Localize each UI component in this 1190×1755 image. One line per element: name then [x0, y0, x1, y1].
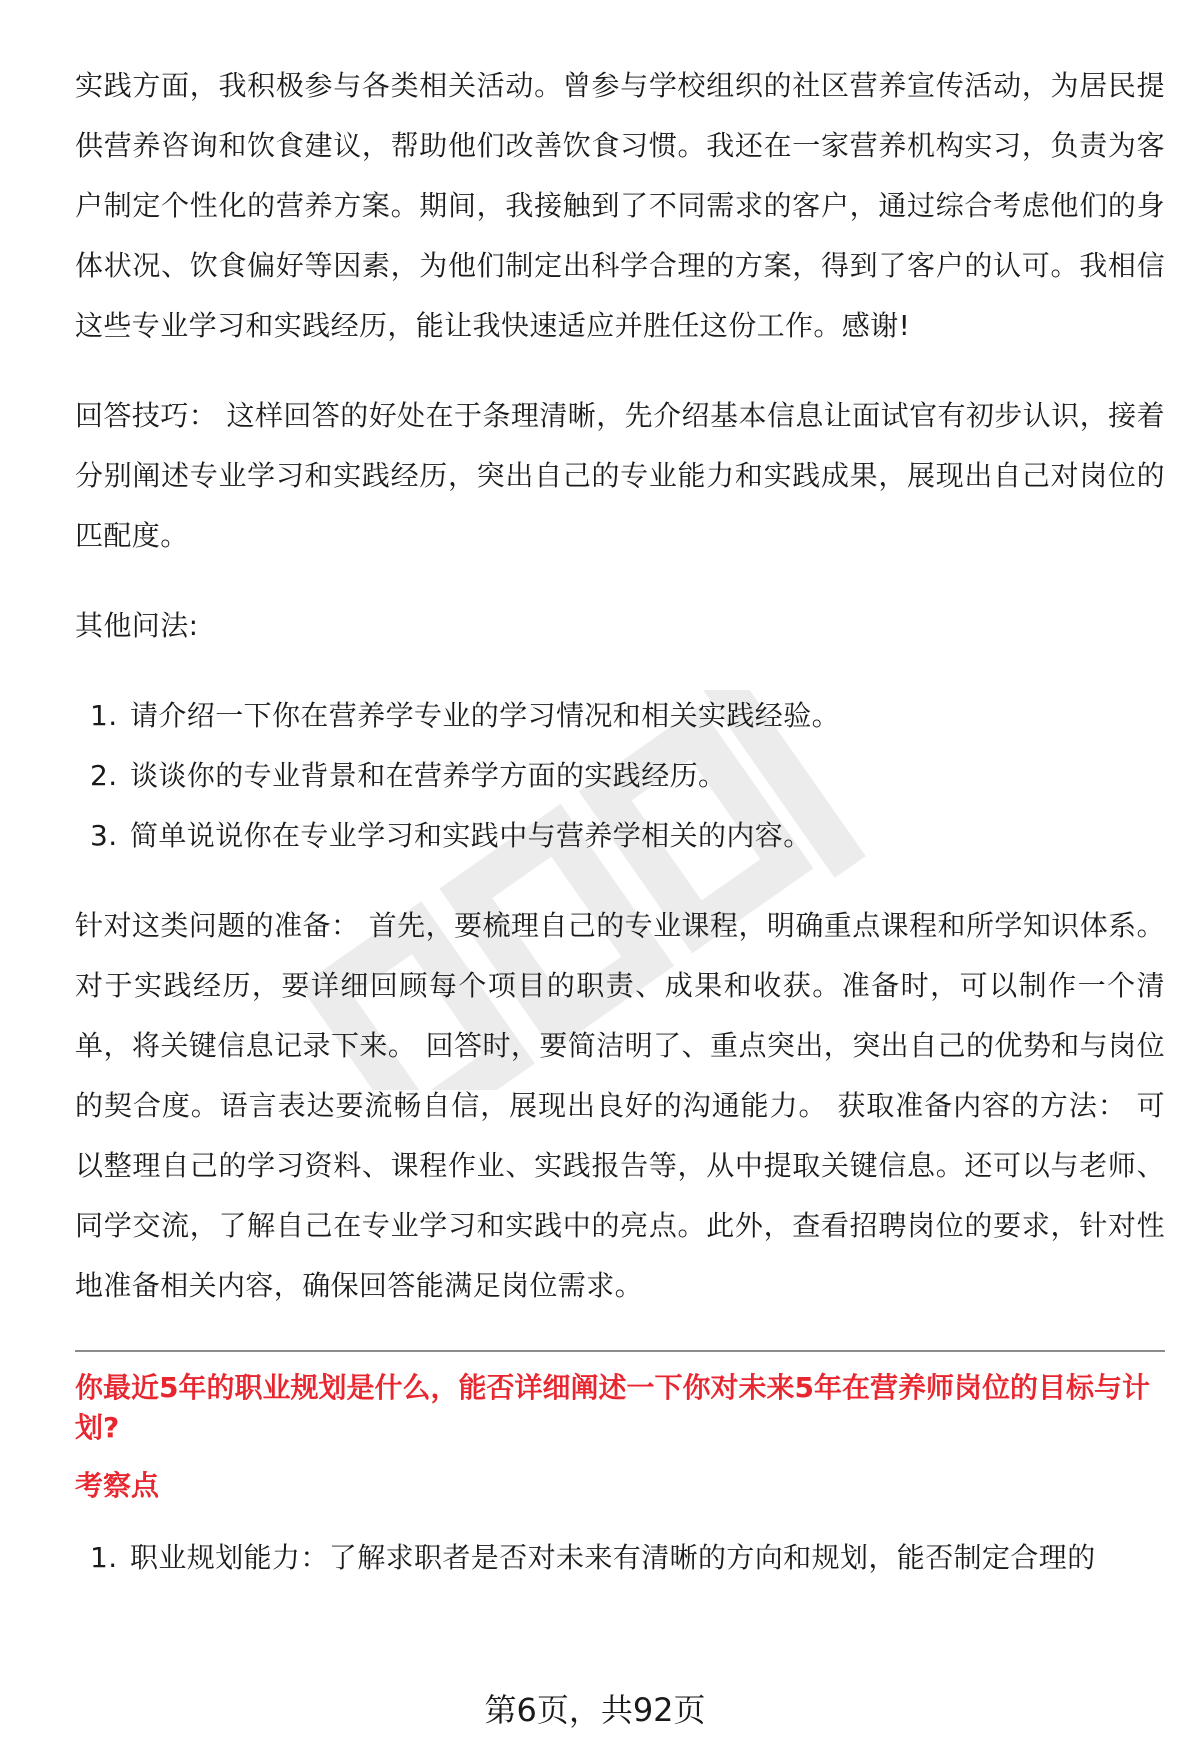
body-paragraph-practice: 实践方面，我积极参与各类相关活动。曾参与学校组织的社区营养宣传活动，为居民提供营养咨询和饮食建议，帮助他们改善饮食习惯。我还在一家营养机构实习，负责为客户制定个性化的营养方案。期间，我接触到了不同需求的客户，通过综合考虑他们的身体状况、饮食偏好等因素，为他们制定出科学合理的方案，得到了客户的认可。我相信这些专业学习和实践经历，能让我快速适应并胜任这份工作。感谢! [75, 69, 1165, 342]
section-divider [75, 1350, 1165, 1352]
page-number: 第6页，共92页 [484, 1691, 706, 1729]
question-title: 你最近5年的职业规划是什么，能否详细阐述一下你对未来5年在营养师岗位的目标与计划? [75, 1371, 1150, 1444]
body-paragraph-preparation: 针对这类问题的准备： 首先，要梳理自己的专业课程，明确重点课程和所学知识体系。对于实践经历，要详细回顾每个项目的职责、成果和收获。准备时，可以制作一个清单，将关键信息记录下来。 回答时，要简洁明了、重点突出，突出自己的优势和与岗位的契合度。语言表达要流畅自信，展现出良好的沟通能力。 获取准备内容的方法： 可以整理自己的学习资料、课程作业、实践报告等，从中提取关键信息。还可以与老师、同学交流，了解自己在专业学习和实践中的亮点。此外，查看招聘岗位的要求，针对性地准备相关内容，确保回答能满足岗位需求。 [75, 909, 1165, 1302]
document-page [75, 56, 1165, 1588]
list-item: 3. 简单说说你在专业学习和实践中与营养学相关的内容。 [90, 819, 812, 852]
body-paragraph-answer-tips: 回答技巧： 这样回答的好处在于条理清晰，先介绍基本信息让面试官有初步认识，接着分别阐述专业学习和实践经历，突出自己的专业能力和实践成果，展现出自己对岗位的匹配度。 [75, 399, 1165, 552]
list-item: 1. 请介绍一下你在营养学专业的学习情况和相关实践经验。 [90, 699, 841, 732]
list-item: 1. 职业规划能力：了解求职者是否对未来有清晰的方向和规划，能否制定合理的 [90, 1541, 1096, 1574]
examination-points-list [75, 1528, 1165, 1588]
section-heading-examination-points: 考察点 [75, 1469, 160, 1502]
other-questions-list [75, 686, 1165, 866]
other-questions-label: 其他问法: [75, 609, 199, 642]
list-item: 2. 谈谈你的专业背景和在营养学方面的实践经历。 [90, 759, 727, 792]
